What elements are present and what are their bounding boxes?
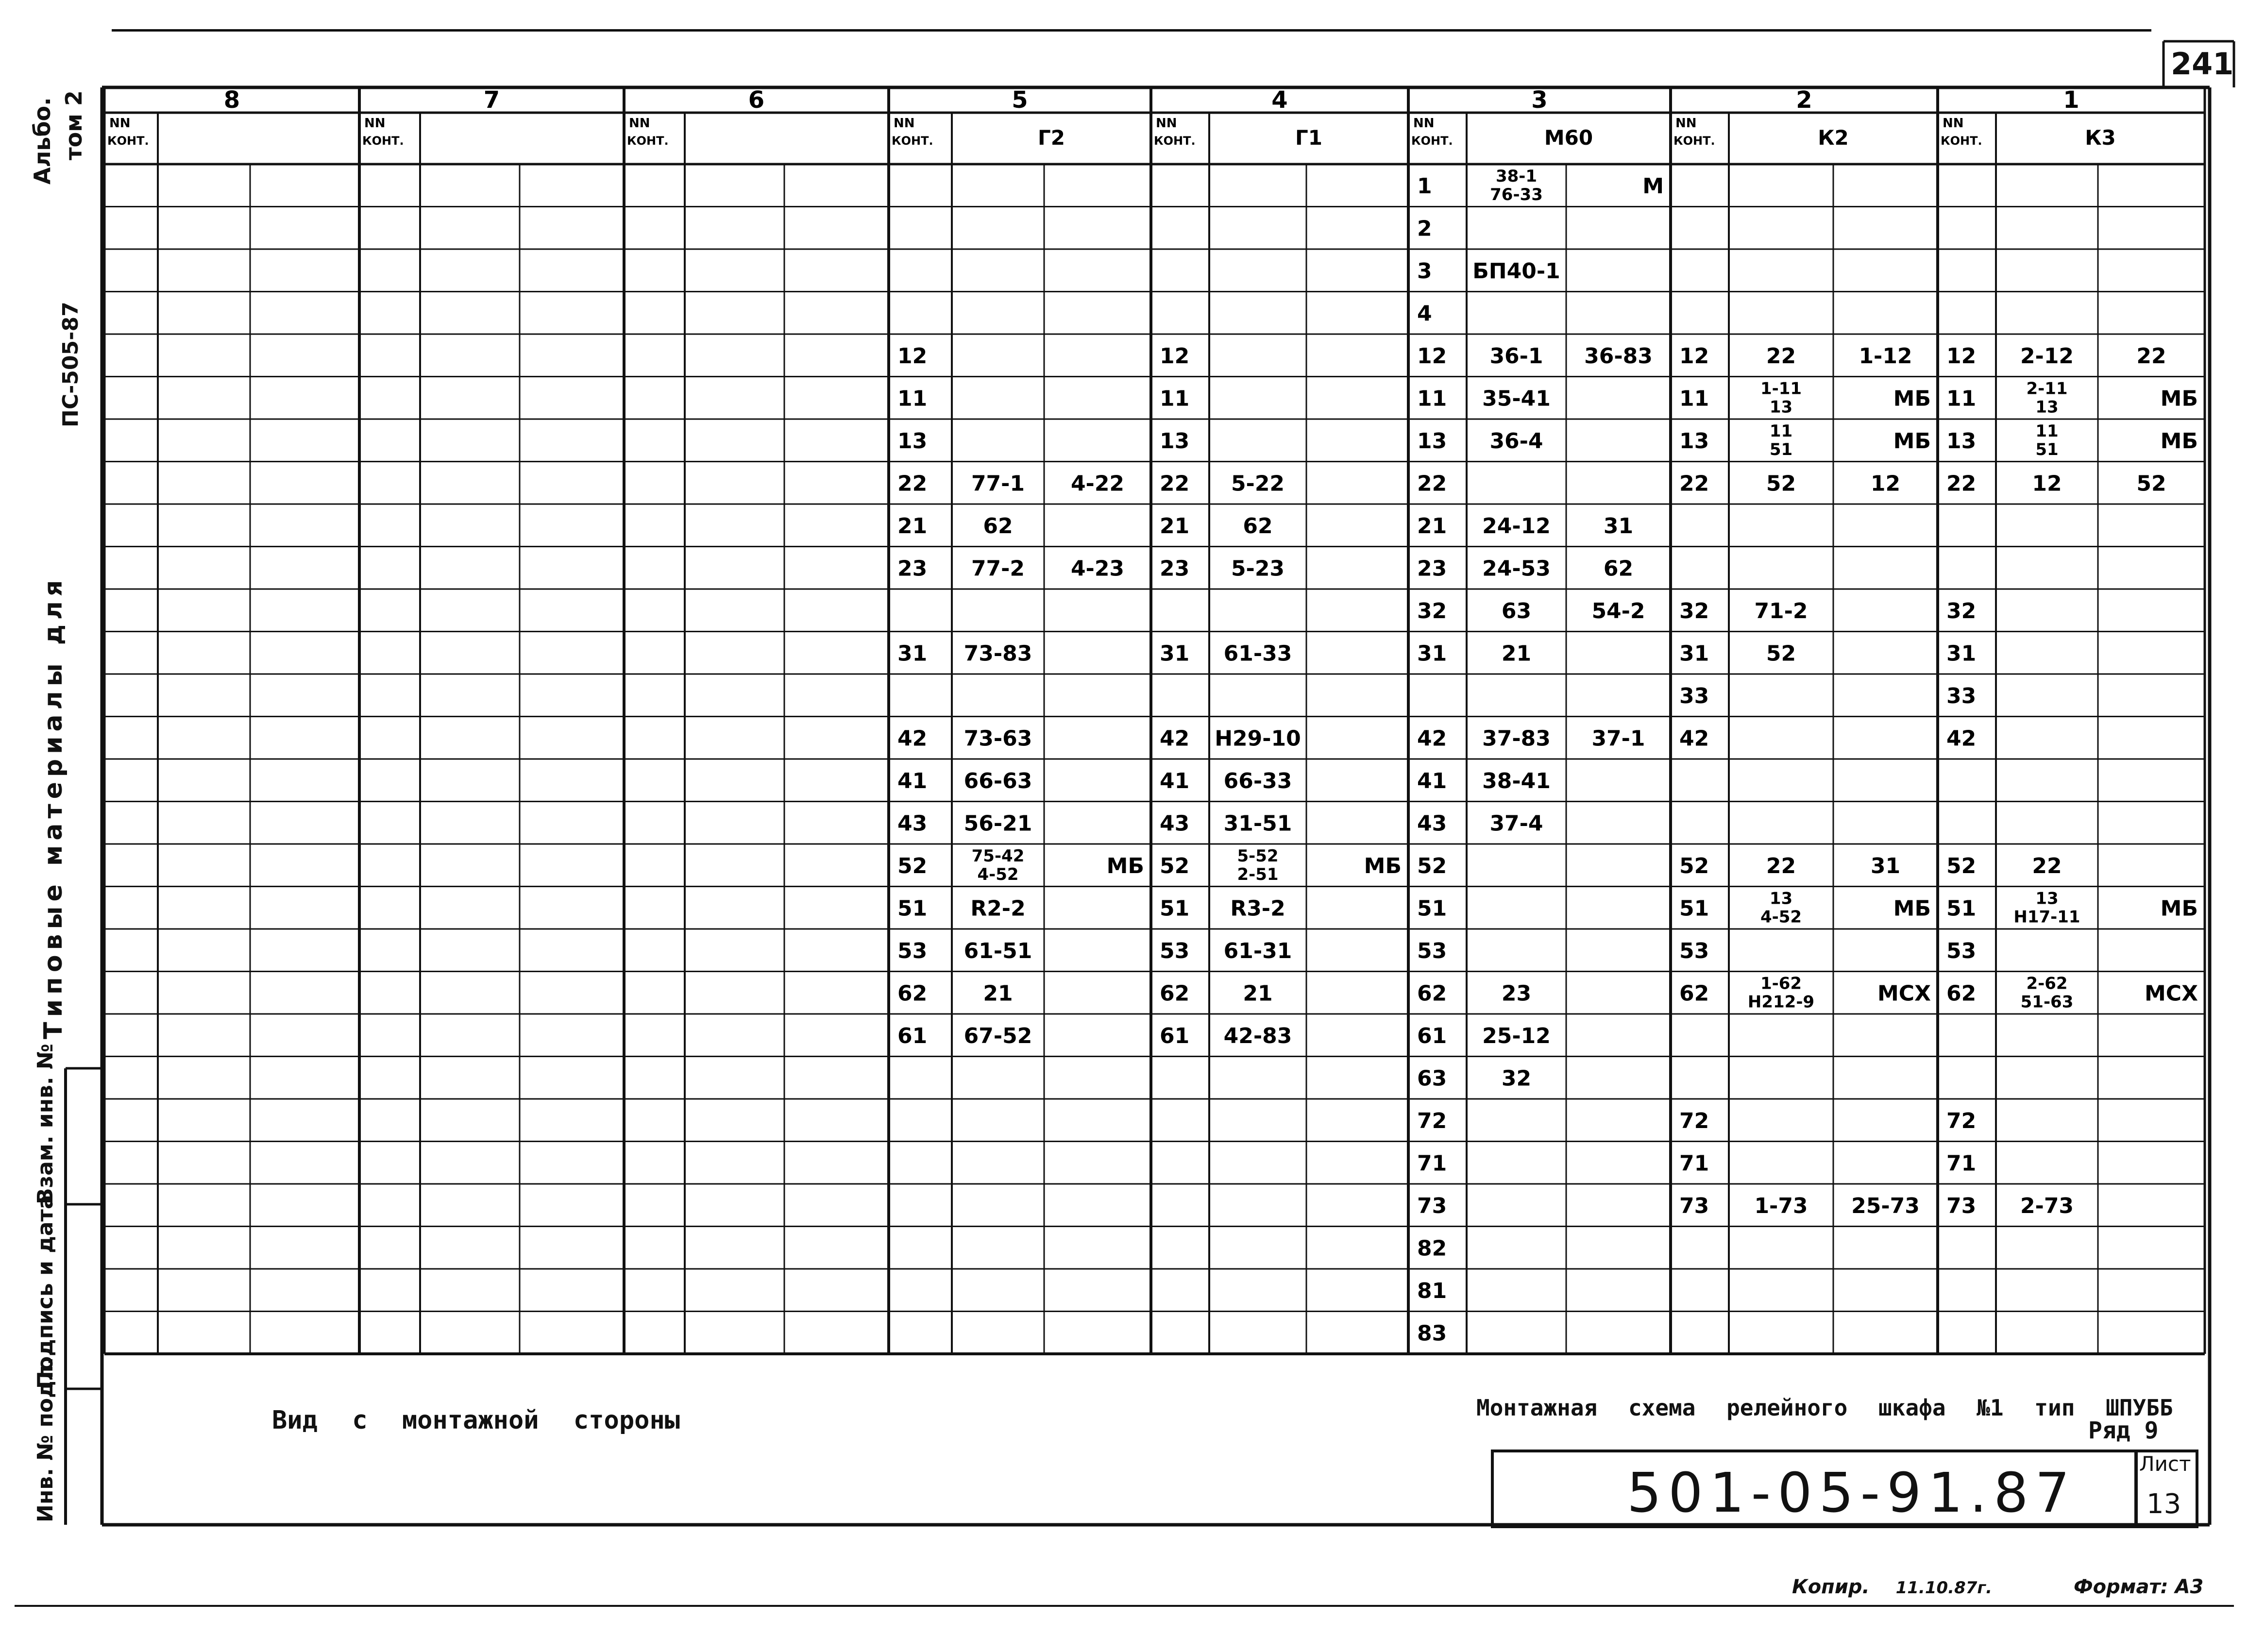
contact-number: 61 [1160, 1023, 1190, 1048]
connection-a: 38-41 [1482, 768, 1551, 793]
connection-b: 4-23 [1070, 556, 1125, 581]
connection-a: 1-62 [1760, 974, 1802, 994]
connection-a: 77-2 [971, 556, 1025, 581]
contact-header-nn: NN [109, 116, 131, 131]
contact-number: 23 [1160, 556, 1190, 581]
connection-a: 2-12 [2020, 343, 2074, 369]
sidebar-series-code: ПС-505-87 [58, 302, 83, 427]
contact-number: 41 [1417, 768, 1447, 793]
contact-number: 51 [1946, 896, 1977, 921]
device-label-Г1: Г1 [1295, 126, 1322, 150]
contact-number: 11 [1946, 386, 1977, 411]
contact-number: 43 [1160, 811, 1190, 836]
contact-number: 53 [897, 938, 928, 963]
contact-header-nn: NN [1156, 116, 1177, 131]
contact-header-nn: NN [894, 116, 915, 131]
contact-number: 73 [1679, 1193, 1709, 1218]
connection-b: 37-1 [1591, 726, 1645, 751]
connection-a: 2-62 [2026, 974, 2068, 994]
connection-b: 25-73 [1851, 1193, 1920, 1218]
connection-b: 4-22 [1070, 471, 1125, 496]
connection-b: 31 [1603, 513, 1634, 539]
connection-a: 23 [1501, 981, 1532, 1006]
connection-a: 35-41 [1482, 386, 1551, 411]
contact-number: 41 [1160, 768, 1190, 793]
column-number-7: 7 [483, 86, 500, 114]
connection-a: 5-52 [1237, 846, 1279, 866]
connection-a: 22 [2032, 853, 2062, 878]
connection-b: МБ [2160, 896, 2198, 921]
contact-number: 43 [897, 811, 928, 836]
contact-number: 12 [897, 343, 928, 369]
contact-number: 32 [1679, 598, 1709, 624]
connection-a: 76-33 [1490, 185, 1543, 204]
contact-number: 21 [1160, 513, 1190, 539]
sidebar-title: Типовые материалы для [39, 575, 68, 1039]
contact-number: 13 [1946, 428, 1977, 454]
contact-number: 12 [1946, 343, 1977, 369]
connection-a: 22 [1766, 853, 1796, 878]
contact-number: 21 [1417, 513, 1447, 539]
copy-date: 11.10.87г. [1895, 1578, 1993, 1598]
connection-a: 36-4 [1489, 428, 1543, 454]
connection-a: 1-11 [1760, 379, 1802, 399]
document-code: 501-05-91.87 [1627, 1462, 2077, 1525]
connection-a: 4-52 [977, 864, 1019, 884]
connection-a: 13 [1769, 397, 1793, 417]
connection-a: 61-31 [1223, 938, 1292, 963]
connection-a: 13 [1769, 889, 1793, 909]
contact-number: 71 [1417, 1151, 1447, 1176]
connection-a: БП40-1 [1472, 258, 1560, 284]
contact-header-kont: КОНТ. [1941, 134, 1982, 148]
contact-number: 52 [1679, 853, 1709, 878]
contact-number: 62 [897, 981, 928, 1006]
connection-a: 1-73 [1754, 1193, 1808, 1218]
connection-a: 67-52 [963, 1023, 1032, 1048]
view-caption: Вид с монтажной стороны [272, 1406, 680, 1435]
contact-header-kont: КОНТ. [362, 134, 404, 148]
contact-number: 33 [1946, 683, 1977, 708]
contact-number: 83 [1417, 1321, 1447, 1346]
contact-number: 51 [1160, 896, 1190, 921]
connection-a: 71-2 [1754, 598, 1808, 624]
connection-a: R3-2 [1230, 896, 1285, 921]
device-label-К3: К3 [2085, 126, 2116, 150]
contact-number: 32 [1417, 598, 1447, 624]
contact-number: 61 [897, 1023, 928, 1048]
connection-a: 37-4 [1489, 811, 1543, 836]
connection-a: 63 [1501, 598, 1532, 624]
device-label-Г2: Г2 [1038, 126, 1065, 150]
contact-number: 4 [1417, 301, 1432, 326]
device-label-К2: К2 [1818, 126, 1849, 150]
connection-a: 37-83 [1482, 726, 1551, 751]
contact-number: 53 [1160, 938, 1190, 963]
contact-number: 13 [1417, 428, 1447, 454]
connection-a: 22 [1766, 343, 1796, 369]
connection-b: 31 [1870, 853, 1901, 878]
contact-number: 42 [1679, 726, 1709, 751]
connection-b: МБ [2160, 386, 2198, 411]
connection-b: 54-2 [1591, 598, 1645, 624]
connection-a: H17-11 [2013, 907, 2080, 927]
sidebar-volume: том 2 [61, 90, 87, 160]
contact-header-kont: КОНТ. [107, 134, 149, 148]
contact-number: 63 [1417, 1066, 1447, 1091]
contact-number: 22 [1679, 471, 1709, 496]
contact-number: 3 [1417, 258, 1432, 284]
contact-number: 22 [1417, 471, 1447, 496]
contact-number: 52 [1946, 853, 1977, 878]
connection-a: 11 [1769, 421, 1793, 441]
connection-b: МБ [1893, 386, 1931, 411]
column-number-2: 2 [1796, 86, 1812, 114]
contact-header-kont: КОНТ. [1154, 134, 1196, 148]
connection-a: 38-1 [1495, 166, 1538, 186]
connection-a: 31-51 [1223, 811, 1292, 836]
connection-a: 62 [1243, 513, 1273, 539]
connection-a: 24-12 [1482, 513, 1551, 539]
contact-header-kont: КОНТ. [892, 134, 933, 148]
connection-a: 36-1 [1489, 343, 1543, 369]
column-number-5: 5 [1012, 86, 1028, 114]
contact-number: 32 [1946, 598, 1977, 624]
contact-number: 62 [1417, 981, 1447, 1006]
connection-a: 21 [983, 981, 1013, 1006]
contact-number: 12 [1417, 343, 1447, 369]
contact-number: 43 [1417, 811, 1447, 836]
row-label: Ряд 9 [2088, 1417, 2159, 1444]
contact-number: 51 [897, 896, 928, 921]
contact-number: 13 [1679, 428, 1709, 454]
scheme-title: Монтажная схема релейного шкафа №1 тип ШПУББ [1476, 1395, 2173, 1421]
contact-number: 42 [1417, 726, 1447, 751]
contact-number: 23 [897, 556, 928, 581]
connection-a: 61-33 [1223, 641, 1292, 666]
contact-number: 31 [1679, 641, 1709, 666]
contact-number: 11 [1417, 386, 1447, 411]
contact-number: 12 [1160, 343, 1190, 369]
column-number-6: 6 [748, 86, 765, 114]
connection-a: 25-12 [1482, 1023, 1551, 1048]
connection-b: МБ [1106, 853, 1144, 878]
contact-number: 21 [897, 513, 928, 539]
connection-a: 56-21 [963, 811, 1032, 836]
connection-a: 5-23 [1231, 556, 1285, 581]
connection-a: R2-2 [970, 896, 1026, 921]
contact-number: 62 [1160, 981, 1190, 1006]
connection-b: 36-83 [1584, 343, 1653, 369]
contact-number: 81 [1417, 1278, 1447, 1303]
contact-number: 12 [1679, 343, 1709, 369]
contact-header-kont: КОНТ. [1411, 134, 1453, 148]
connection-a: H212-9 [1747, 992, 1815, 1012]
contact-number: 51 [1417, 896, 1447, 921]
connection-b: 62 [1603, 556, 1634, 581]
contact-number: 53 [1679, 938, 1709, 963]
connection-a: 52 [1766, 641, 1796, 666]
contact-number: 72 [1679, 1108, 1709, 1133]
contact-header-nn: NN [1413, 116, 1435, 131]
copy-label [1792, 1576, 1992, 1598]
contact-number: 11 [1679, 386, 1709, 411]
contact-header-nn: NN [629, 116, 650, 131]
connection-a: 13 [2035, 889, 2059, 909]
contact-number: 11 [897, 386, 928, 411]
contact-number: 23 [1417, 556, 1447, 581]
contact-number: 62 [1946, 981, 1977, 1006]
contact-number: 13 [1160, 428, 1190, 454]
contact-number: 42 [1946, 726, 1977, 751]
contact-number: 22 [1160, 471, 1190, 496]
contact-number: 42 [897, 726, 928, 751]
column-number-4: 4 [1271, 86, 1288, 114]
connection-a: 52 [1766, 471, 1796, 496]
contact-number: 52 [1417, 853, 1447, 878]
connection-a: 42-83 [1223, 1023, 1292, 1048]
contact-number: 53 [1417, 938, 1447, 963]
connection-a: 2-73 [2020, 1193, 2074, 1218]
connection-a: H29-10 [1215, 726, 1301, 751]
connection-a: 66-33 [1223, 768, 1292, 793]
contact-number: 31 [1160, 641, 1190, 666]
contact-header-nn: NN [364, 116, 386, 131]
contact-number: 51 [1679, 896, 1709, 921]
contact-number: 41 [897, 768, 928, 793]
contact-number: 82 [1417, 1236, 1447, 1261]
contact-number: 22 [1946, 471, 1977, 496]
format-label: Формат: А3 [2074, 1576, 2204, 1598]
contact-number: 52 [1160, 853, 1190, 878]
contact-number: 62 [1679, 981, 1709, 1006]
contact-number: 33 [1679, 683, 1709, 708]
contact-header-kont: КОНТ. [627, 134, 669, 148]
connection-b: 1-12 [1859, 343, 1912, 369]
contact-number: 11 [1160, 386, 1190, 411]
connection-b: М [1642, 173, 1664, 199]
stamp-signature-date: Подпись и дата [33, 1195, 58, 1389]
column-number-8: 8 [223, 86, 240, 114]
contact-number: 73 [1417, 1193, 1447, 1218]
contact-number: 71 [1679, 1151, 1709, 1176]
connection-a: 73-83 [963, 641, 1032, 666]
contact-number: 42 [1160, 726, 1190, 751]
stamp-inv-no: Инв. № подл. [33, 1357, 58, 1522]
contact-number: 31 [897, 641, 928, 666]
connection-a: 21 [1501, 641, 1532, 666]
copy-label-text: Копир. [1792, 1576, 1870, 1598]
contact-header-kont: КОНТ. [1673, 134, 1715, 148]
connection-a: 32 [1501, 1066, 1532, 1091]
connection-a: 61-51 [963, 938, 1032, 963]
contact-number: 73 [1946, 1193, 1977, 1218]
sheet-number: 13 [2147, 1488, 2181, 1520]
stamp-replaced-inv: Взам. инв. № [33, 1044, 58, 1204]
connection-a: 11 [2035, 421, 2059, 441]
contact-number: 2 [1417, 216, 1432, 241]
connection-b: МБ [2160, 428, 2198, 454]
connection-b: МСХ [2145, 981, 2198, 1006]
connection-a: 51 [1769, 439, 1793, 459]
contact-number: 52 [897, 853, 928, 878]
connection-a: 77-1 [971, 471, 1025, 496]
contact-number: 53 [1946, 938, 1977, 963]
sheet-label: Лист [2139, 1452, 2191, 1476]
connection-a: 75-42 [971, 846, 1025, 866]
connection-a: 4-52 [1760, 907, 1802, 927]
contact-number: 71 [1946, 1151, 1977, 1176]
sidebar-album: Альбо. [29, 97, 55, 185]
contact-number: 31 [1946, 641, 1977, 666]
connection-a: 66-63 [963, 768, 1032, 793]
connection-a: 2-11 [2026, 379, 2068, 399]
connection-a: 2-51 [1237, 864, 1279, 884]
column-number-1: 1 [2063, 86, 2079, 114]
contact-number: 61 [1417, 1023, 1447, 1048]
connection-b: МБ [1364, 853, 1402, 878]
connection-a: 51-63 [2020, 992, 2074, 1012]
connection-a: 5-22 [1231, 471, 1285, 496]
contact-header-nn: NN [1943, 116, 1964, 131]
connection-a: 24-53 [1482, 556, 1551, 581]
connection-a: 12 [2032, 471, 2062, 496]
contact-number: 1 [1417, 173, 1432, 199]
connection-a: 51 [2035, 439, 2059, 459]
corner-sheet-number: 241 [2171, 46, 2234, 82]
connection-a: 13 [2035, 397, 2059, 417]
contact-header-nn: NN [1675, 116, 1697, 131]
column-number-3: 3 [1531, 86, 1548, 114]
contact-number: 13 [897, 428, 928, 454]
connection-b: 52 [2136, 471, 2166, 496]
connection-b: 12 [1870, 471, 1901, 496]
contact-number: 22 [897, 471, 928, 496]
contact-number: 72 [1417, 1108, 1447, 1133]
contact-number: 72 [1946, 1108, 1977, 1133]
connection-b: МСХ [1877, 981, 1931, 1006]
connection-a: 73-63 [963, 726, 1032, 751]
contact-number: 31 [1417, 641, 1447, 666]
connection-b: МБ [1893, 896, 1931, 921]
connection-a: 62 [983, 513, 1013, 539]
connection-b: 22 [2136, 343, 2166, 369]
connection-b: МБ [1893, 428, 1931, 454]
connection-a: 21 [1243, 981, 1273, 1006]
device-label-М60: М60 [1544, 126, 1593, 150]
